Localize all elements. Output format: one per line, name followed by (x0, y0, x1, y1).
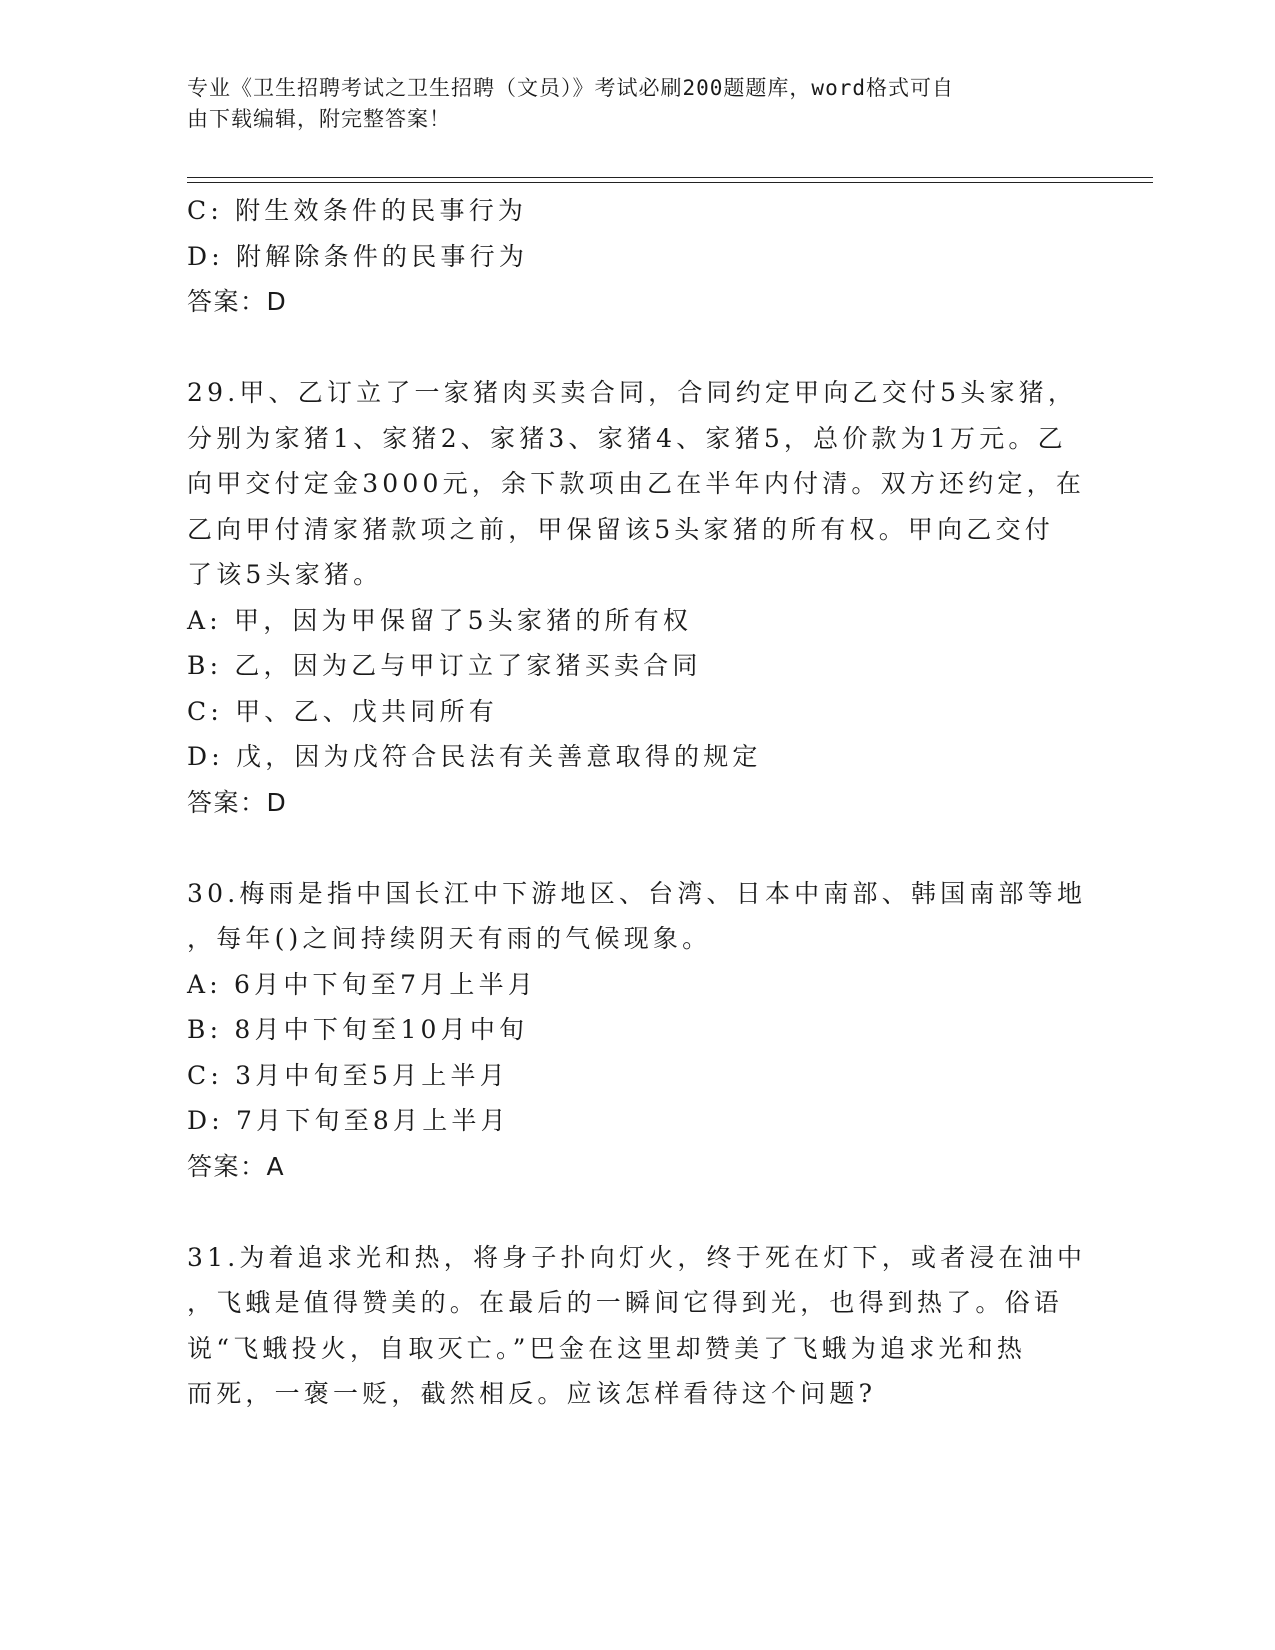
question-text-line: ，每年()之间持续阴天有雨的气候现象。 (187, 924, 712, 953)
question-28-tail (187, 188, 1087, 325)
answer-line: 答案：A (187, 1151, 286, 1181)
spacer (187, 325, 1087, 371)
question-text-line: 说“飞蛾投火，自取灭亡。”巴金在这里却赞美了飞蛾为追求光和热 (187, 1333, 1027, 1363)
option-c: C: 甲、乙、戊共同所有 (187, 696, 498, 726)
header-line-1: 专业《卫生招聘考试之卫生招聘（文员）》考试必刷200题题库，word格式可自 (187, 76, 954, 100)
question-30 (187, 871, 1087, 1190)
question-text-line: 分别为家猪1、家猪2、家猪3、家猪4、家猪5，总价款为1万元。乙 (187, 423, 1067, 453)
question-29 (187, 370, 1087, 825)
question-text-line: 乙向甲付清家猪款项之前，甲保留该5头家猪的所有权。甲向乙交付 (187, 514, 1054, 544)
question-text-line: 而死，一褒一贬，截然相反。应该怎样看待这个问题? (187, 1379, 877, 1408)
answer-line: 答案：D (187, 787, 288, 817)
question-text-line: 了该5头家猪。 (187, 560, 383, 589)
question-list (187, 188, 1087, 1417)
question-text-line: 31.为着追求光和热，将身子扑向灯火，终于死在灯下，或者浸在油中 (187, 1242, 1087, 1272)
question-text-line: 30.梅雨是指中国长江中下游地区、台湾、日本中南部、韩国南部等地 (187, 878, 1087, 908)
question-text-line: 向甲交付定金3000元，余下款项由乙在半年内付清。双方还约定，在 (187, 469, 1086, 498)
option-a: A: 甲，因为甲保留了5头家猪的所有权 (187, 605, 693, 635)
option-d: D: 7月下旬至8月上半月 (187, 1106, 510, 1135)
spacer (187, 1189, 1087, 1235)
question-31 (187, 1235, 1087, 1417)
question-text-line: ，飞蛾是值得赞美的。在最后的一瞬间它得到光，也得到热了。俗语 (187, 1288, 1064, 1317)
option-a: A: 6月中下旬至7月上半月 (187, 969, 538, 999)
option-c: C: 附生效条件的民事行为 (187, 196, 528, 225)
header-divider-top (187, 177, 1153, 178)
option-b: B: 乙，因为乙与甲订立了家猪买卖合同 (187, 651, 702, 680)
option-b: B: 8月中下旬至10月中旬 (187, 1015, 529, 1044)
header-line-2: 由下载编辑，附完整答案！ (187, 107, 451, 131)
document-header (187, 73, 1067, 135)
option-c: C: 3月中旬至5月上半月 (187, 1060, 509, 1090)
header-divider-bottom (187, 182, 1153, 183)
option-d: D: 戊，因为戊符合民法有关善意取得的规定 (187, 742, 762, 771)
answer-line: 答案：D (187, 287, 288, 316)
spacer (187, 825, 1087, 871)
option-d: D: 附解除条件的民事行为 (187, 241, 529, 271)
question-text-line: 29.甲、乙订立了一家猪肉买卖合同，合同约定甲向乙交付5头家猪， (187, 378, 1078, 407)
